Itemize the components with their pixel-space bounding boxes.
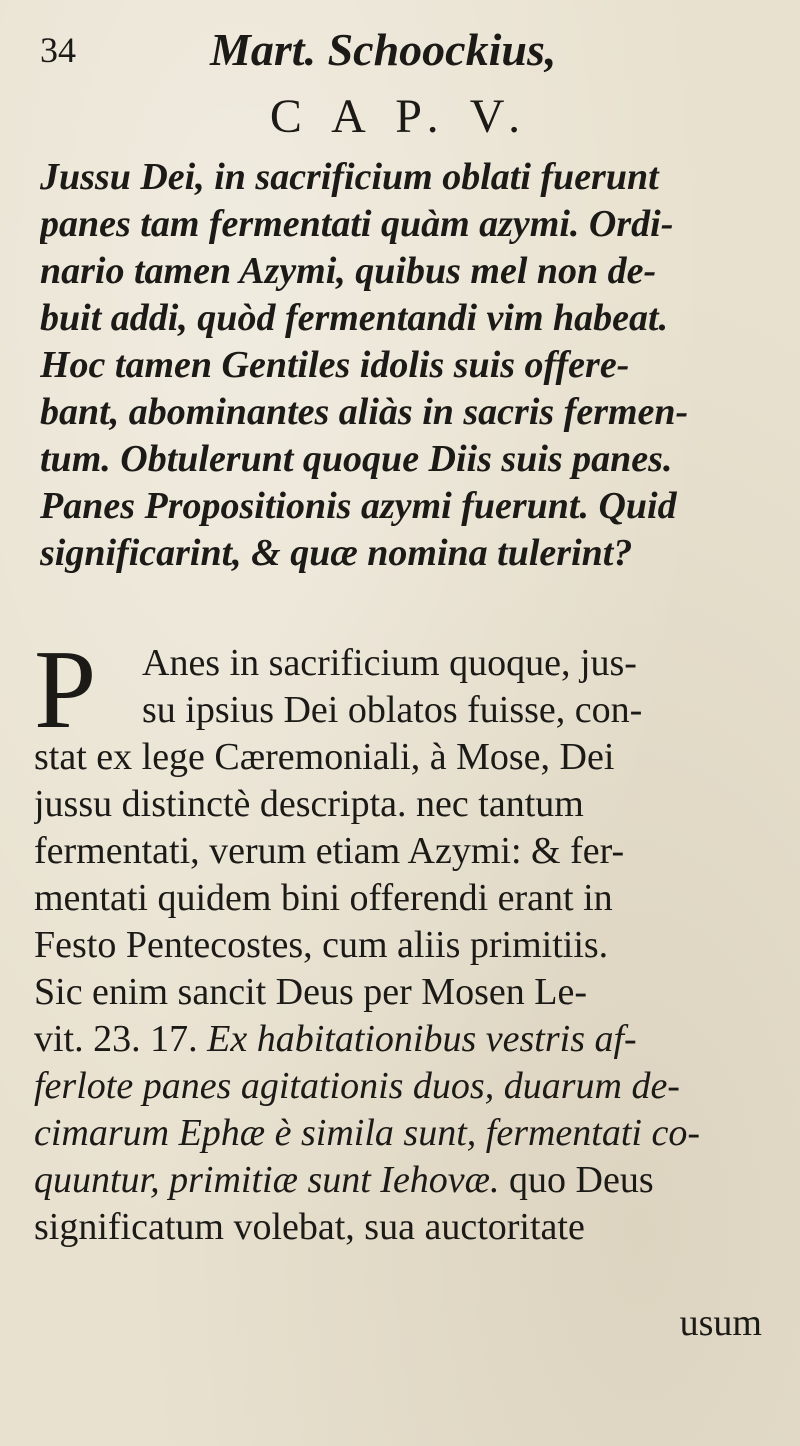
summary-line: significarint, & quæ nomina tulerint? [40, 532, 633, 574]
drop-cap-initial: P [34, 628, 97, 752]
scripture-quote-line: cimarum Ephæ è simila sunt, fermentati co- [34, 1112, 700, 1154]
running-head: Mart. Schoockius, [210, 24, 557, 75]
body-line-with-quote [34, 1016, 774, 1063]
summary-line: Panes Propositionis azymi fuerunt. Quid [40, 485, 677, 527]
body-line: Anes in sacrificium quoque, jus- [142, 642, 637, 684]
summary-line: Hoc tamen Gentiles idolis suis offere- [40, 344, 630, 386]
body-line-continuation: quo Deus [499, 1159, 654, 1201]
scripture-reference: vit. 23. 17. [34, 1018, 198, 1060]
summary-line: nario tamen Azymi, quibus mel non de- [40, 250, 657, 292]
chapter-heading: C A P. V. [269, 90, 531, 143]
page-number: 34 [40, 30, 76, 70]
body-line: jussu distinctè descripta. nec tantum [34, 783, 584, 825]
body-text [34, 628, 774, 1251]
body-line-mixed [34, 1157, 774, 1204]
body-line: Festo Pentecostes, cum aliis primitiis. [34, 924, 609, 966]
scripture-quote-line: ferlote panes agitationis duos, duarum de- [34, 1065, 680, 1107]
body-line: stat ex lege Cæremoniali, à Mose, Dei [34, 736, 615, 778]
body-line: mentati quidem bini offerendi erant in [34, 877, 613, 919]
body-line: su ipsius Dei oblatos fuisse, con- [142, 689, 643, 731]
body-line: significatum volebat, sua auctoritate [34, 1206, 585, 1248]
summary-line: Jussu Dei, in sacrificium oblati fuerunt [40, 156, 659, 198]
summary-line: buit addi, quòd fermentandi vim habeat. [40, 297, 669, 339]
scripture-quote-end: quuntur, primitiæ sunt Iehovæ. [34, 1159, 500, 1201]
summary-line: bant, abominantes aliàs in sacris fermen- [40, 391, 689, 433]
catchword: usum [679, 1302, 762, 1344]
body-line: Sic enim sancit Deus per Mosen Le- [34, 971, 587, 1013]
scripture-quote-start: Ex habitationibus vestris af- [207, 1018, 637, 1060]
chapter-summary [40, 154, 775, 577]
summary-line: tum. Obtulerunt quoque Diis suis panes. [40, 438, 673, 480]
summary-line: panes tam fermentati quàm azymi. Ordi- [40, 203, 674, 245]
body-line: fermentati, verum etiam Azymi: & fer- [34, 830, 625, 872]
